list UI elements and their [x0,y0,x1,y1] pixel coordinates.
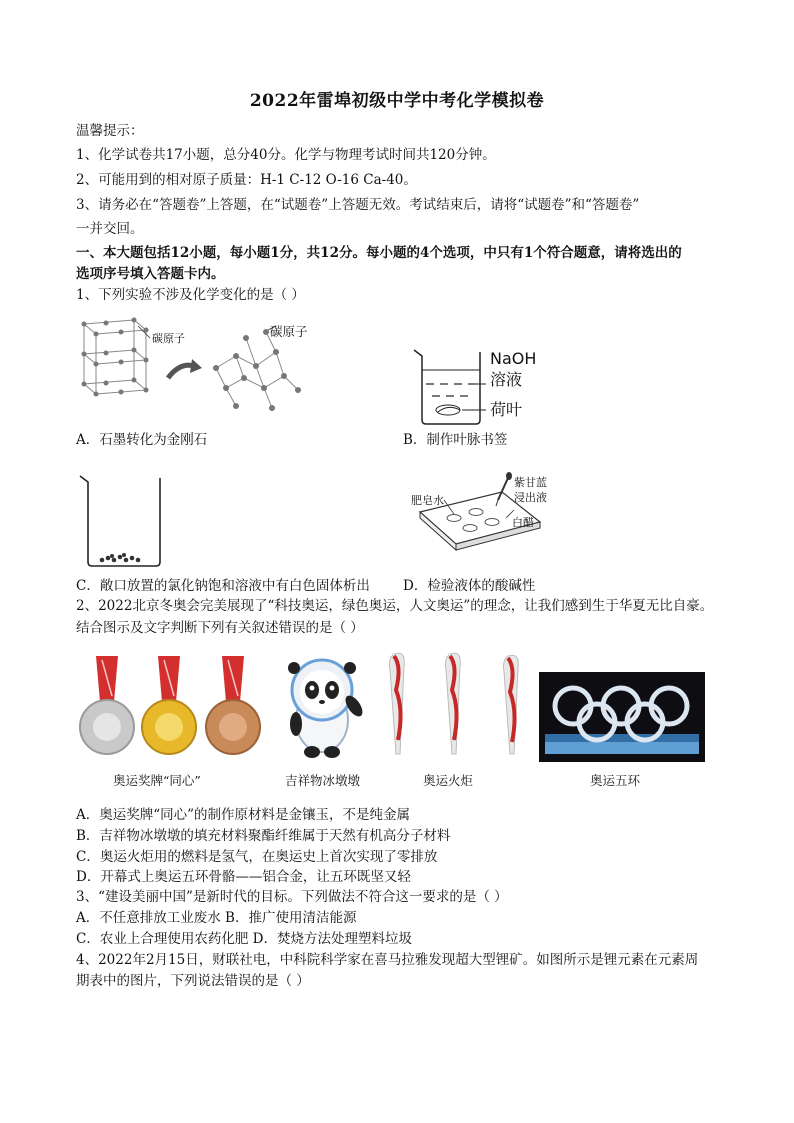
bing-dwen-dwen-image [278,652,368,762]
lotus-leaf-label: 荷叶 [490,400,523,419]
torch-caption: 奥运火炬 [423,773,474,788]
q1-option-a: A．石墨转化为金刚石 [76,432,208,448]
q3-options-ab: A．不任意排放工业废水 B．推广使用清洁能源 [76,910,357,926]
q1-option-b: B．制作叶脉书签 [403,432,508,448]
salt-beaker-figure [76,472,168,570]
q1-option-c: C．敞口放置的氯化钠饱和溶液中有白色固体析出 [76,578,370,594]
graphite-label: 碳原子 [152,332,185,345]
section-heading-line-2: 选项序号填入答题卡内。 [76,266,225,282]
tips-heading: 温馨提示： [76,123,144,139]
tips-line-3b: 一并交回。 [76,221,144,237]
q3-stem: 3、“建设美丽中国”是新时代的目标。下列做法不符合这一要求的是（ ） [76,889,508,905]
olympic-torches-image [384,650,534,762]
q4-stem-line-2: 期表中的图片，下列说法错误的是（ ） [76,973,310,989]
olympic-medals-image [76,652,276,762]
tips-line-3a: 3、请务必在“答题卷”上答题，在“试题卷”上答题无效。考试结束后，请将“试题卷”和“答题卷” [76,197,640,213]
q2-option-b: B．吉祥物冰墩墩的填充材料聚酯纤维属于天然有机高分子材料 [76,828,451,844]
q1-stem: 1、下列实验不涉及化学变化的是（ ） [76,287,305,303]
rings-caption: 奥运五环 [590,773,641,788]
red-cabbage-label: 紫甘蓝 [514,476,547,489]
naoh-beaker-figure [410,348,560,426]
mascot-caption: 吉祥物冰墩墩 [285,773,361,788]
q2-stem-line-2: 结合图示及文字判断下列有关叙述错误的是（ ） [76,620,364,636]
vinegar-label: 白醋 [512,516,534,529]
soap-water-label: 肥皂水 [411,494,444,507]
section-heading-line-1: 一、本大题包括12小题，每小题1分，共12分。每小题的4个选项，中只有1个符合题意，请将选出的 [76,245,682,261]
q3-options-cd: C．农业上合理使用农药化肥 D．焚烧方法处理塑料垃圾 [76,931,412,947]
q2-stem-line-1: 2、2022北京冬奥会完美展现了“科技奥运，绿色奥运，人文奥运”的理念，让我们感到生于华夏无比自豪。 [76,598,714,614]
diamond-label: 碳原子 [270,324,308,339]
naoh-label: NaOH [490,349,537,368]
q2-option-c: C．奥运火炬用的燃料是氢气，在奥运史上首次实现了零排放 [76,849,438,865]
extract-label: 浸出液 [514,491,547,504]
tips-line-2: 2、可能用到的相对原子质量：H-1 C-12 O-16 Ca-40。 [76,172,417,188]
tips-line-1: 1、化学试卷共17小题，总分40分。化学与物理考试时间共120分钟。 [76,147,496,163]
q4-stem-line-1: 4、2022年2月15日，财联社电，中科院科学家在喜马拉雅发现超大型锂矿。如图所示是锂元素在元素周 [76,952,699,968]
q1-option-d: D．检验液体的酸碱性 [403,578,536,594]
q2-option-a: A．奥运奖牌“同心”的制作原材料是金镶玉，不是纯金属 [76,807,411,823]
page-title: 2022年雷埠初级中学中考化学模拟卷 [249,91,545,111]
medal-caption: 奥运奖牌“同心” [113,773,201,788]
q2-option-d: D．开幕式上奥运五环骨骼——铝合金，让五环既坚又轻 [76,869,411,885]
solution-label: 溶液 [490,370,523,389]
olympic-rings-image [539,672,705,762]
